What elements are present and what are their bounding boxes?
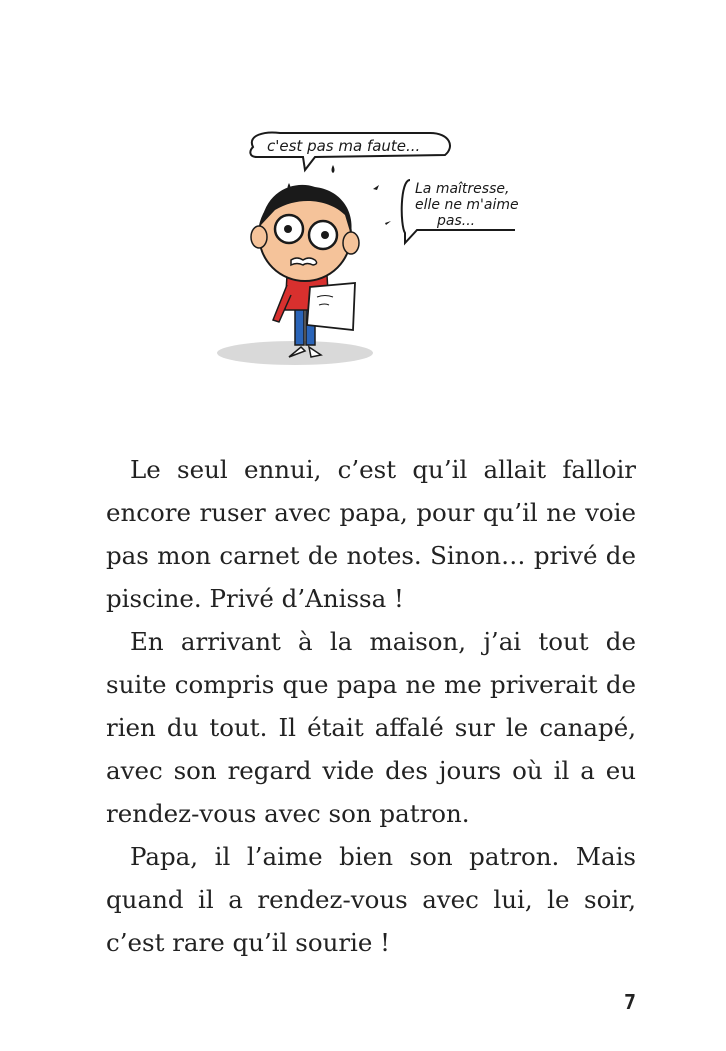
text-line: suite compris que papa ne me priverait de bbox=[106, 670, 636, 699]
text-line: pas mon carnet de notes. Sinon… privé de bbox=[106, 541, 636, 570]
text-line: En arrivant à la maison, j’ai tout de bbox=[130, 627, 636, 656]
text-line: Le seul ennui, c’est qu’il allait falloir bbox=[130, 455, 636, 484]
text-line: avec son regard vide des jours où il a eu bbox=[106, 756, 636, 785]
text-line: encore ruser avec papa, pour qu’il ne voie bbox=[106, 498, 636, 527]
bubble-right-line-1: La maîtresse, bbox=[415, 181, 510, 197]
text-line: Papa, il l’aime bien son patron. Mais bbox=[130, 842, 636, 871]
text-line: c’est rare qu’il sourie ! bbox=[106, 928, 391, 957]
illustration-worried-boy bbox=[205, 125, 540, 370]
body-text bbox=[106, 448, 636, 964]
page-number: 7 bbox=[624, 990, 637, 1014]
bubble-right-line-2: elle ne m'aime bbox=[415, 197, 519, 213]
text-line: quand il a rendez-vous avec lui, le soir, bbox=[106, 885, 636, 914]
bubble-right-line-3: pas... bbox=[437, 213, 476, 229]
text-line: rien du tout. Il était affalé sur le canapé, bbox=[106, 713, 636, 742]
text-line: piscine. Privé d’Anissa ! bbox=[106, 584, 404, 613]
bubble-left-text: c'est pas ma faute... bbox=[267, 137, 421, 155]
text-line: rendez-vous avec son patron. bbox=[106, 799, 470, 828]
